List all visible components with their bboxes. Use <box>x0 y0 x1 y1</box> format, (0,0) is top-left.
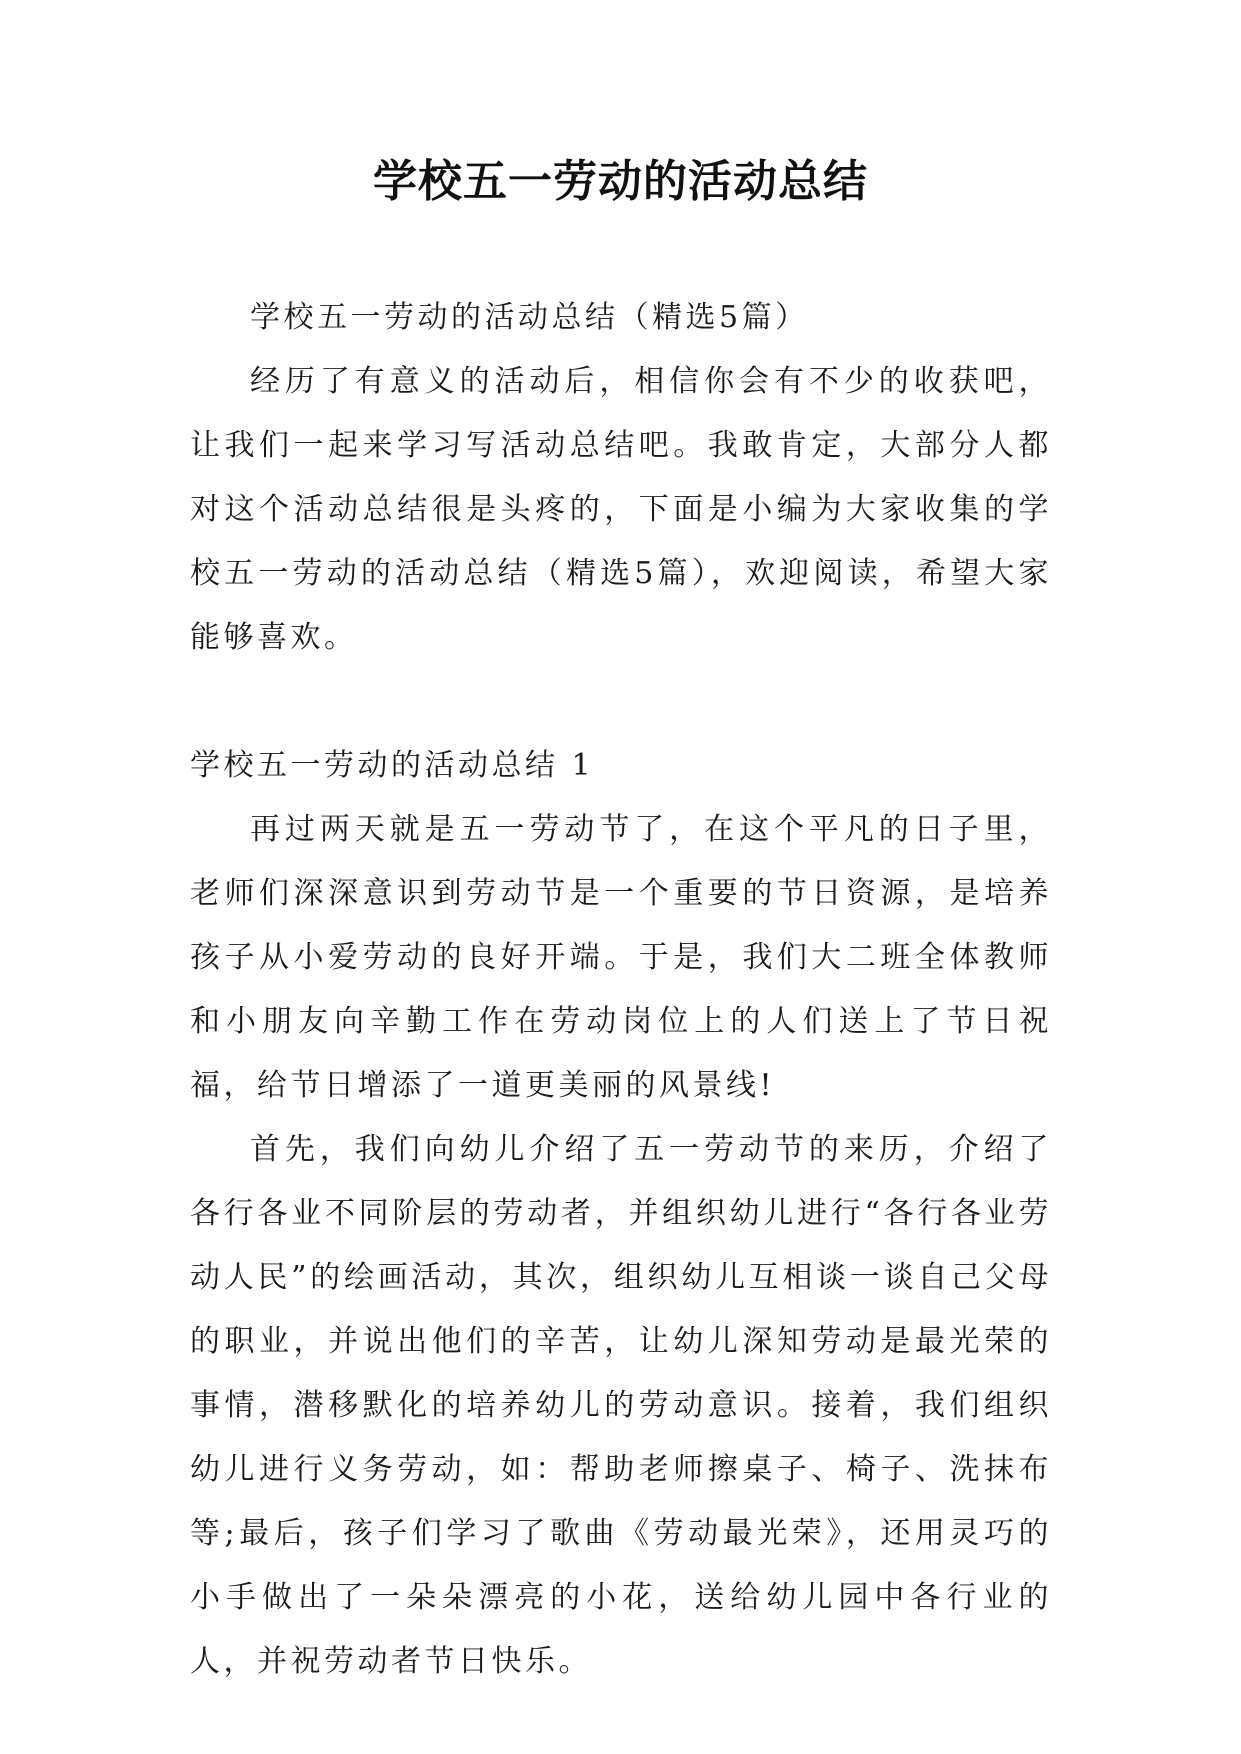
subtitle-paragraph: 学校五一劳动的活动总结（精选5篇） <box>250 300 809 335</box>
section-paragraph-2: 首先，我们向幼儿介绍了五一劳动节的来历，介绍了各行各业不同阶层的劳动者，并组织幼儿进行“各行各业劳动人民”的绘画活动，其次，组织幼儿互相谈一谈自己父母的职业，并说出他们的辛苦，让幼儿深知劳动是最光荣的事情，潜移默化的培养幼儿的劳动意识。接着，我们组织幼儿进行义务劳动，如：帮助老师擦桌子、椅子、洗抹布等;最后，孩子们学习了歌曲《劳动最光荣》，还用灵巧的小手做出了一朵朵漂亮的小花，送给幼儿园中各行业的人，并祝劳动者节日快乐。 <box>190 1132 1052 1679</box>
section-paragraph-1: 再过两天就是五一劳动节了，在这个平凡的日子里，老师们深深意识到劳动节是一个重要的节日资源，是培养孩子从小爱劳动的良好开端。于是，我们大二班全体教师和小朋友向辛勤工作在劳动岗位上的人们送上了节日祝福，给节日增添了一道更美丽的风景线! <box>190 812 1052 1103</box>
paragraph-spacer <box>190 670 1052 734</box>
intro-paragraph: 经历了有意义的活动后，相信你会有不少的收获吧，让我们一起来学习写活动总结吧。我敢肯定，大部分人都对这个活动总结很是头疼的，下面是小编为大家收集的学校五一劳动的活动总结（精选5篇），欢迎阅读，希望大家能够喜欢。 <box>190 364 1052 655</box>
document-body <box>190 286 1052 1694</box>
document-title: 学校五一劳动的活动总结 <box>373 156 868 207</box>
section-heading: 学校五一劳动的活动总结 1 <box>190 748 595 783</box>
